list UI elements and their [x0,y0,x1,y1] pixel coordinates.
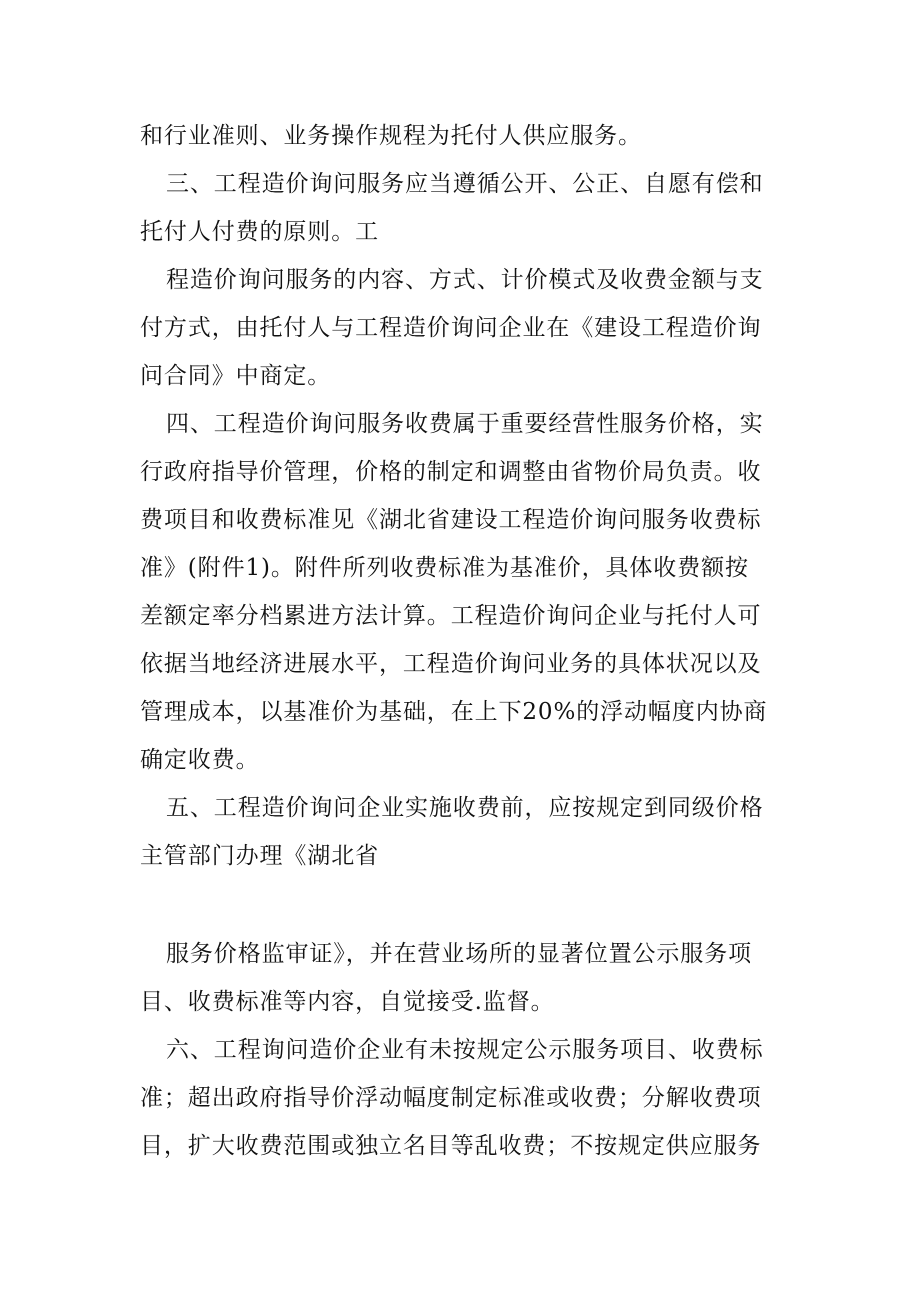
text-line: 目，扩大收费范围或独立名目等乱收费；不按规定供应服务 [140,1133,762,1159]
text-line: 准；超出政府指导价浮动幅度制定标准或收费；分解收费项 [140,1085,762,1111]
text-line: 服务价格监审证》，并在营业场所的显著位置公示服务项 [166,941,752,967]
text-line: 主管部门办理《湖北省 [140,843,379,869]
text-line: 和行业准则、业务操作规程为托付人供应服务。 [140,123,642,149]
text-line: 五、工程造价询问企业实施收费前，应按规定到同级价格 [166,795,764,821]
text-line: 托付人付费的原则。工 [140,219,379,245]
text-line: 依据当地经济进展水平，工程造价询问业务的具体状况以及 [140,651,762,677]
text-line: 费项目和收费标准见《湖北省建设工程造价询问服务收费标 [140,507,762,533]
text-line: 程造价询问服务的内容、方式、计价模式及收费金额与支 [166,267,764,293]
text-line: 确定收费。 [140,747,260,773]
text-line: 四、工程造价询问服务收费属于重要经营性服务价格，实 [166,411,764,437]
text-line: 付方式，由托付人与工程造价询问企业在《建设工程造价询 [140,315,762,341]
text-line: 管理成本，以基准价为基础，在上下20%的浮动幅度内协商 [140,699,768,725]
text-line: 问合同》中商定。 [140,363,332,389]
text-line: 三、工程造价询问服务应当遵循公开、公正、自愿有偿和 [166,171,764,197]
text-line: 差额定率分档累进方法计算。工程造价询问企业与托付人可 [140,603,762,629]
text-line: 六、工程询问造价企业有未按规定公示服务项目、收费标 [166,1037,764,1063]
text-line: 准》(附件1)。附件所列收费标准为基准价，具体收费额按 [140,555,749,581]
text-line: 行政府指导价管理，价格的制定和调整由省物价局负责。收 [140,459,762,485]
text-line: 目、收费标准等内容，自觉接受.监督。 [140,989,555,1015]
